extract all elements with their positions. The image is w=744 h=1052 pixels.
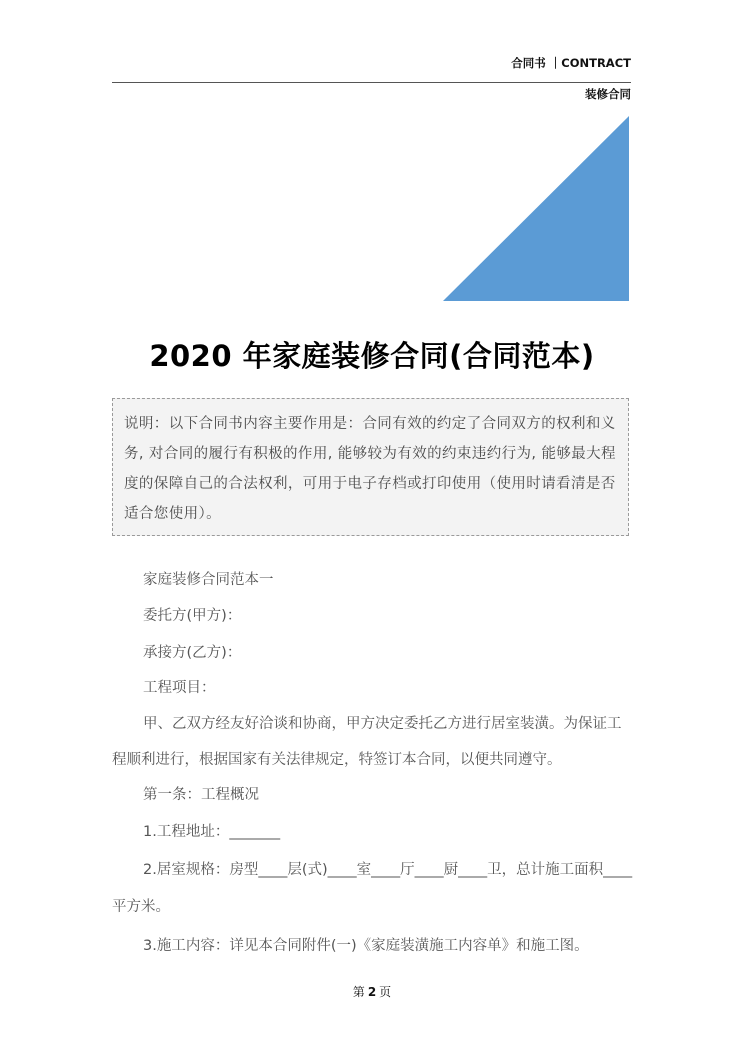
paragraph-party-a: 委托方(甲方)：: [143, 608, 242, 624]
paragraph-heading: 家庭装修合同范本一: [143, 572, 274, 588]
explanation-box: [112, 398, 629, 536]
page-number: 2: [367, 985, 377, 999]
page-footer: [0, 983, 744, 1000]
paragraph-address: 1.工程地址：_______: [143, 824, 281, 840]
header-rule: [112, 82, 631, 83]
header-contract-label: 合同书 ｜CONTRACT: [511, 56, 631, 70]
paragraph-party-b: 承接方(乙方)：: [143, 645, 242, 661]
page-title: 2020 年家庭装修合同(合同范本): [149, 339, 595, 373]
footer-prefix: 第: [352, 985, 365, 999]
footer-suffix: 页: [379, 985, 392, 999]
paragraph-specs-line1: 2.居室规格：房型____层(式)____室____厅____厨____卫，总计施工面积____: [143, 862, 633, 878]
paragraph-article-one: 第一条：工程概况: [143, 787, 259, 803]
decorative-triangle: [443, 116, 629, 301]
paragraph-intro-line2: 程顺利进行，根据国家有关法律规定，特签订本合同，以便共同遵守。: [112, 752, 562, 768]
paragraph-intro-line1: 甲、乙双方经友好洽谈和协商，甲方决定委托乙方进行居室装潢。为保证工: [143, 716, 622, 732]
explanation-text: 说明：以下合同书内容主要作用是：合同有效的约定了合同双方的权利和义务, 对合同的履行有积极的作用, 能够较为有效的约束违约行为, 能够最大程度的保障自己的合法权利，可用于电子存档或打印使用（使用时请看清是否适合您使用）。: [124, 416, 616, 522]
header-category: 装修合同: [585, 87, 631, 101]
paragraph-content: 3.施工内容：详见本合同附件(一)《家庭装潢施工内容单》和施工图。: [143, 938, 589, 954]
paragraph-project: 工程项目：: [143, 680, 216, 696]
paragraph-specs-line2: 平方米。: [112, 899, 170, 915]
